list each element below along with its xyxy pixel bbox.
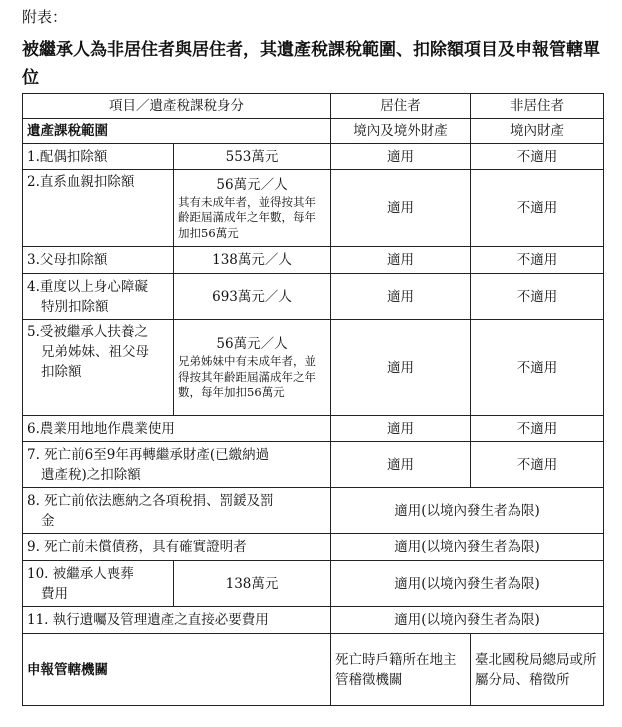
item-line: 7. 死亡前6至9年再轉繼承財產(已繳納過: [27, 446, 270, 463]
nonresident-cell: 不適用: [471, 274, 604, 320]
amount-cell: [174, 170, 331, 247]
header-resident-column: 居住者: [331, 94, 471, 119]
annex-label: 附表：: [22, 8, 68, 26]
amount-cell: 553萬元: [174, 144, 331, 170]
table-row: [23, 416, 604, 442]
document-heading: 被繼承人為非居住者與居住者，其遺產稅課稅範圍、扣除額項目及申報管轄單位: [22, 40, 600, 88]
amount-cell: 693萬元／人: [174, 274, 331, 320]
item-line: 8. 死亡前依法應納之各項稅捐、罰鍰及罰: [27, 492, 274, 509]
item-cell: 2.直系血親扣除額: [23, 170, 174, 247]
scope-resident: 境內及境外財產: [331, 119, 471, 144]
filing-nonresident: 臺北國稅局總局或所屬分局、稽徵所: [471, 634, 604, 706]
resident-cell: 適用: [331, 320, 471, 416]
header-nonresident-column: 非居住者: [471, 94, 604, 119]
resident-cell: 適用: [331, 170, 471, 247]
filing-resident: 死亡時戶籍所在地主管稽徵機關: [331, 634, 471, 706]
item-cell: 11. 執行遺囑及管理遺產之直接必要費用: [23, 607, 331, 634]
item-cell: 6.農業用地地作農業使用: [23, 416, 331, 442]
table-row: [23, 247, 604, 274]
applicability-cell: 適用(以境內發生者為限): [331, 607, 604, 634]
item-line: 特別扣除額: [41, 298, 109, 315]
item-line: 10. 被繼承人喪葬: [27, 565, 134, 582]
resident-cell: 適用: [331, 416, 471, 442]
amount-cell: 138萬元／人: [174, 247, 331, 274]
table-row: [23, 320, 604, 416]
nonresident-cell: 不適用: [471, 320, 604, 416]
item-cell: [23, 320, 174, 416]
amount-note: 兄弟姊妹中有未成年者，並得按其年齡距屆滿成年之年數，每年加扣56萬元: [178, 354, 316, 400]
amount-note: 其有未成年者，並得按其年齡距屆滿成年之年數，每年加扣56萬元: [178, 194, 316, 240]
scope-nonresident: 境內財產: [471, 119, 604, 144]
scope-row: [23, 119, 604, 144]
resident-cell: 適用: [331, 144, 471, 170]
resident-cell: 適用: [331, 247, 471, 274]
resident-cell: 適用: [331, 442, 471, 488]
table-row: [23, 561, 604, 607]
amount-value: 56萬元／人: [216, 176, 288, 193]
item-line: 金: [41, 512, 55, 529]
scope-label: 遺產課稅範圍: [23, 119, 331, 144]
item-cell: [23, 561, 174, 607]
nonresident-cell: 不適用: [471, 247, 604, 274]
item-cell: [23, 488, 331, 534]
nonresident-cell: 不適用: [471, 416, 604, 442]
table-row: [23, 442, 604, 488]
table-row: [23, 170, 604, 247]
nonresident-cell: 不適用: [471, 170, 604, 247]
item-line: 遺產稅)之扣除額: [41, 466, 141, 483]
nonresident-cell: 不適用: [471, 144, 604, 170]
nonresident-cell: 不適用: [471, 442, 604, 488]
amount-cell: [174, 320, 331, 416]
table-row: [23, 488, 604, 534]
item-cell: [23, 274, 174, 320]
filing-authority-row: [23, 634, 604, 706]
item-line: 費用: [41, 585, 68, 602]
estate-tax-table: [22, 93, 604, 706]
table-row: [23, 607, 604, 634]
table-header-row: [23, 94, 604, 119]
amount-cell: 138萬元: [174, 561, 331, 607]
item-line: 兄弟姊妹、祖父母: [41, 344, 149, 360]
item-cell: 9. 死亡前未償債務，具有確實證明者: [23, 534, 331, 561]
item-cell: 3.父母扣除額: [23, 247, 174, 274]
table-row: [23, 144, 604, 170]
filing-label: 申報管轄機關: [23, 634, 331, 706]
applicability-cell: 適用(以境內發生者為限): [331, 534, 604, 561]
item-cell: 1.配偶扣除額: [23, 144, 174, 170]
table-row: [23, 534, 604, 561]
header-item-column: 項目／遺產稅課稅身分: [23, 94, 331, 119]
item-cell: [23, 442, 331, 488]
table-row: [23, 274, 604, 320]
resident-cell: 適用: [331, 274, 471, 320]
item-line: 5.受被繼承人扶養之: [27, 324, 148, 340]
applicability-cell: 適用(以境內發生者為限): [331, 488, 604, 534]
amount-value: 56萬元／人: [216, 336, 288, 353]
item-line: 4.重度以上身心障礙: [27, 278, 148, 295]
applicability-cell: 適用(以境內發生者為限): [331, 561, 604, 607]
item-line: 扣除額: [41, 364, 82, 380]
